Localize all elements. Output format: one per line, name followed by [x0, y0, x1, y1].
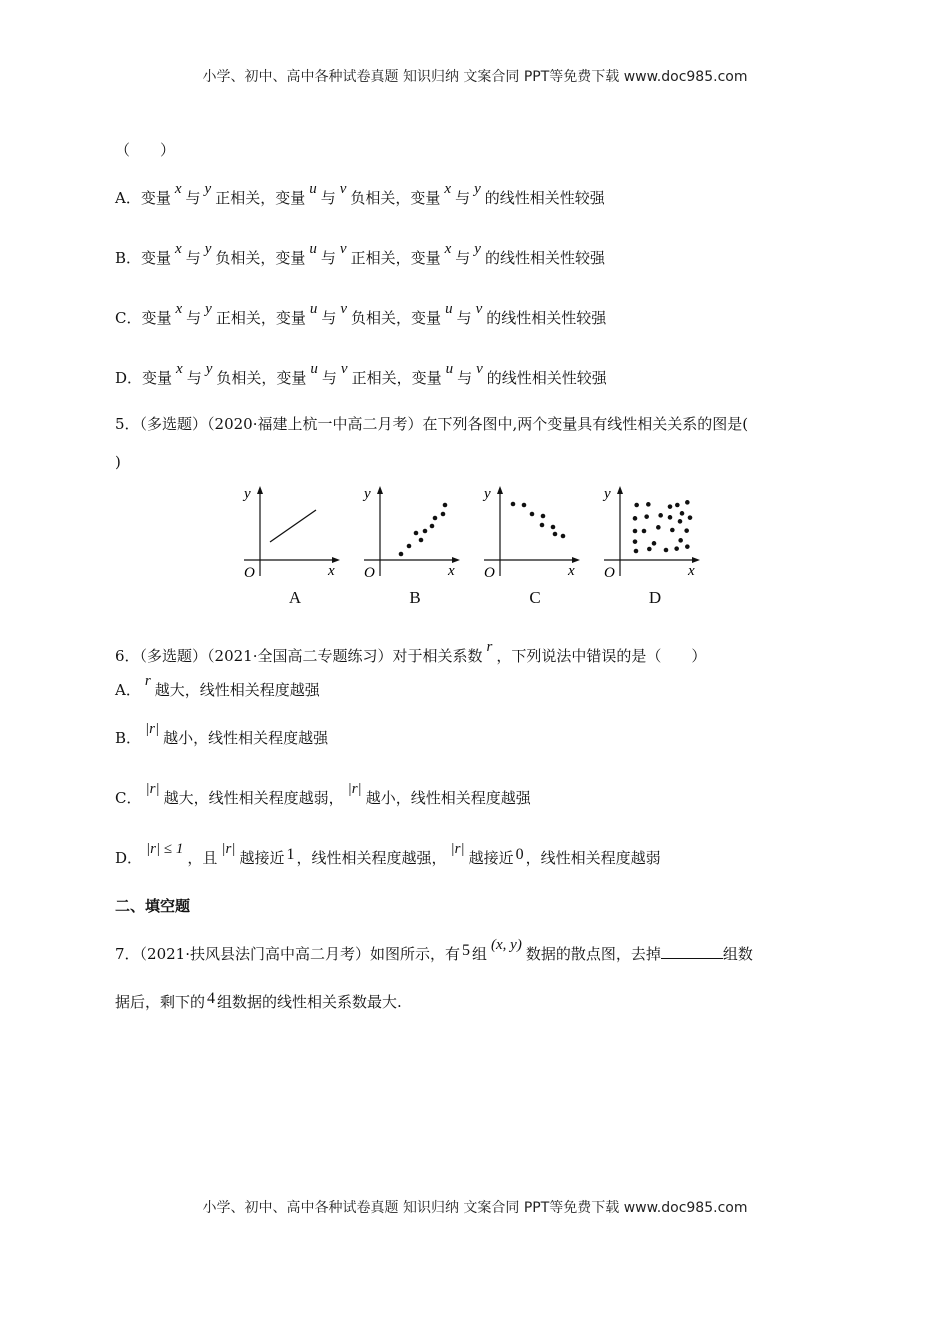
text: 负相关，变量: [350, 189, 441, 207]
math-variable: x: [175, 241, 182, 257]
math-variable: x: [444, 241, 452, 257]
math-number: 5: [462, 942, 470, 959]
scatter-point: [646, 502, 651, 507]
svg-text:x: x: [328, 563, 335, 579]
scatter-figure-b: [360, 480, 470, 610]
text: 数据的散点图，去掉: [525, 945, 661, 963]
text: 组: [472, 945, 488, 963]
text-line: [115, 414, 748, 434]
scatter-point: [656, 525, 661, 530]
scatter-point: [553, 532, 558, 537]
math-variable: |r|: [347, 781, 362, 797]
text: 与: [455, 249, 471, 267]
text: 与: [185, 189, 201, 207]
text-line: [115, 301, 607, 329]
text: 越大，线性相关程度越强: [154, 681, 320, 699]
figure-label: A: [288, 588, 302, 607]
math-variable: v: [476, 361, 483, 377]
text: 正相关，变量: [351, 369, 442, 387]
text: ，线性相关程度越弱: [525, 849, 661, 867]
scatter-point: [664, 548, 669, 553]
scatter-figure-a: [240, 480, 350, 610]
text: 越小，线性相关程度越强: [365, 789, 531, 807]
math-variable: y: [205, 361, 213, 377]
text: 与: [186, 309, 202, 327]
scatter-point: [688, 515, 693, 520]
math-variable: u: [309, 301, 318, 317]
figure-label: B: [409, 588, 421, 607]
svg-text:y: y: [484, 486, 491, 502]
scatter-point: [670, 528, 675, 533]
math-variable: v: [339, 181, 347, 197]
text: B．: [115, 729, 142, 747]
text: ，线性相关程度越强，: [296, 849, 447, 867]
scatter-point: [511, 502, 516, 507]
svg-text:O: O: [604, 565, 615, 581]
math-variable: v: [475, 301, 483, 317]
text-line: [115, 639, 707, 667]
text-line: [115, 140, 175, 160]
scatter-point: [634, 503, 639, 508]
scatter-point: [668, 504, 673, 509]
math-variable: r: [144, 673, 151, 689]
text: D．: [115, 849, 143, 867]
scatter-point: [680, 511, 685, 516]
svg-text:O: O: [364, 565, 375, 581]
text: A．变量: [115, 189, 171, 207]
text: 5．（多选题）（2020·福建上杭一中高二月考）在下列各图中,两个变量具有线性相关关系的图是(: [115, 415, 749, 433]
text: 正相关，变量: [215, 189, 306, 207]
text: 与: [320, 249, 336, 267]
math-variable: v: [340, 301, 348, 317]
page-header: 小学、初中、高中各种试卷真题 知识归纳 文案合同 PPT等免费下载 www.doc985.com: [202, 69, 748, 85]
math-variable: u: [309, 241, 317, 257]
text: 越接近: [239, 849, 285, 867]
scatter-point: [678, 538, 683, 543]
text: 二、填空题: [115, 897, 191, 915]
text: 越接近: [468, 849, 514, 867]
text: 7．（2021·扶风县法门高中高二月考）如图所示，有: [115, 945, 460, 963]
svg-text:x: x: [448, 563, 455, 579]
math-variable: (x, y): [491, 937, 522, 953]
svg-text:x: x: [568, 563, 575, 579]
scatter-figure-c: [480, 480, 590, 610]
text: 的线性相关性较强: [484, 249, 605, 267]
math-number: 1: [286, 846, 295, 863]
math-variable: v: [340, 361, 348, 377]
scatter-point: [644, 514, 649, 519]
text: 正相关，变量: [215, 309, 306, 327]
figure-label: C: [529, 588, 541, 607]
math-number: 4: [207, 990, 216, 1007]
page-footer: 小学、初中、高中各种试卷真题 知识归纳 文案合同 PPT等免费下载 www.doc985.com: [202, 1200, 748, 1216]
scatter-point: [675, 503, 680, 508]
math-variable: x: [175, 301, 183, 317]
text: 正相关，变量: [350, 249, 441, 267]
text: 组数据的线性相关系数最大.: [217, 993, 402, 1011]
scatter-point: [433, 516, 438, 521]
scatter-point: [561, 534, 566, 539]
math-variable: x: [174, 181, 182, 197]
scatter-point: [668, 515, 673, 520]
math-variable: u: [309, 181, 317, 197]
scatter-point: [530, 512, 535, 517]
scatter-point: [441, 512, 446, 517]
scatter-point: [540, 523, 545, 528]
answer-blank: [661, 944, 723, 959]
math-variable: u: [310, 361, 318, 377]
math-variable: |r| ≤ 1: [146, 841, 184, 857]
text: 与: [321, 369, 337, 387]
math-variable: y: [474, 241, 481, 257]
text-line: [115, 937, 753, 965]
scatter-point: [633, 539, 638, 544]
text: 组数: [722, 945, 753, 963]
text: 据后，剩下的: [115, 993, 206, 1011]
text: ，下列说法中错误的是（ ）: [496, 647, 707, 665]
text: 的线性相关性较强: [486, 369, 607, 387]
math-variable: x: [444, 181, 452, 197]
text: A．: [115, 681, 141, 699]
text: 越小，线性相关程度越强: [163, 729, 329, 747]
scatter-point: [678, 519, 683, 524]
scatter-point: [647, 547, 652, 552]
text: 与: [185, 249, 201, 267]
svg-text:x: x: [688, 563, 695, 579]
text-line: [115, 781, 531, 809]
svg-text:O: O: [484, 565, 495, 581]
text: 6．（多选题）（2021·全国高二专题练习）对于相关系数: [115, 647, 483, 665]
text: ): [115, 453, 121, 471]
text: 与: [457, 369, 473, 387]
text-line: [115, 452, 121, 472]
text: 负相关，变量: [351, 309, 442, 327]
text: 负相关，变量: [216, 369, 307, 387]
math-variable: |r|: [450, 841, 465, 857]
scatter-point: [522, 503, 527, 508]
text: ，且: [187, 849, 218, 867]
scatter-point: [407, 544, 412, 549]
scatter-point: [443, 503, 448, 508]
scatter-point: [685, 500, 690, 505]
text-line: [115, 841, 661, 869]
scatter-point: [399, 552, 404, 557]
text: 负相关，变量: [215, 249, 306, 267]
scatter-point: [423, 529, 428, 534]
scatter-point: [634, 549, 639, 554]
text-line: [115, 721, 329, 749]
math-variable: y: [205, 301, 212, 317]
scatter-point: [551, 525, 556, 530]
math-variable: u: [445, 361, 454, 377]
math-variable: r: [486, 639, 493, 655]
text-line: [115, 992, 402, 1013]
figure-label: D: [648, 588, 662, 607]
text: （ ）: [115, 141, 176, 159]
svg-text:O: O: [244, 565, 255, 581]
svg-text:y: y: [364, 486, 371, 502]
text-line: [115, 896, 190, 916]
text-line: [115, 181, 605, 209]
text: D．变量: [115, 369, 173, 387]
math-variable: x: [176, 361, 183, 377]
scatter-point: [674, 546, 679, 551]
math-variable: y: [204, 181, 212, 197]
text: B．变量: [115, 249, 172, 267]
scatter-point: [642, 529, 647, 534]
math-variable: y: [204, 241, 212, 257]
math-variable: u: [445, 301, 453, 317]
text: 与: [186, 369, 202, 387]
scatter-point: [658, 513, 663, 518]
scatter-point: [685, 544, 690, 549]
text: 的线性相关性较强: [486, 309, 607, 327]
math-variable: y: [474, 181, 481, 197]
text: 与: [456, 309, 472, 327]
svg-text:y: y: [604, 486, 611, 502]
text: 的线性相关性较强: [484, 189, 605, 207]
scatter-point: [541, 514, 546, 519]
regression-line: [270, 510, 316, 542]
text-line: [115, 361, 607, 389]
scatter-point: [414, 531, 419, 536]
math-variable: |r|: [145, 781, 160, 797]
text: C．: [115, 789, 142, 807]
math-variable: v: [339, 241, 347, 257]
scatter-point: [419, 538, 424, 543]
text: C．变量: [115, 309, 172, 327]
text-line: [115, 673, 320, 701]
text-line: [115, 241, 605, 269]
scatter-point: [652, 541, 657, 546]
scatter-figure-d: [600, 480, 710, 610]
scatter-point: [684, 528, 689, 533]
text: 与: [320, 189, 336, 207]
math-number: 0: [515, 846, 524, 863]
scatter-point: [633, 529, 638, 534]
math-variable: |r|: [145, 721, 160, 737]
text: 与: [321, 309, 337, 327]
svg-text:y: y: [244, 486, 251, 502]
text: 与: [455, 189, 471, 207]
scatter-point: [633, 516, 638, 521]
text: 越大，线性相关程度越弱，: [163, 789, 344, 807]
scatter-point: [430, 524, 435, 529]
math-variable: |r|: [221, 841, 236, 857]
